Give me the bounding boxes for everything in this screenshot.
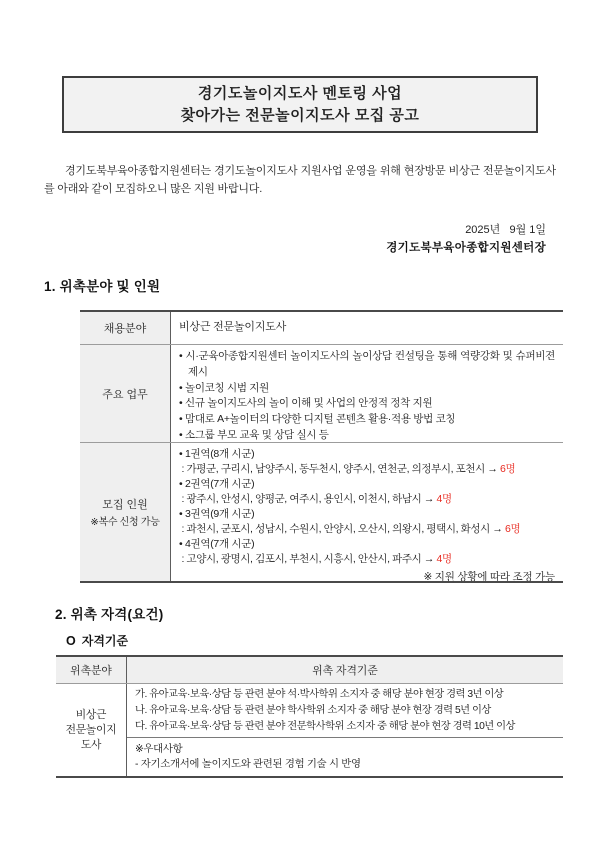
header-cell-criteria: 위촉 자격기준 bbox=[127, 657, 563, 683]
region-group-list bbox=[179, 552, 555, 567]
field-cell bbox=[56, 684, 127, 776]
headcount-label: 모집 인원 bbox=[102, 499, 148, 511]
date-line: 2025년 9월 1일 bbox=[465, 224, 546, 236]
value-cell-main-duties bbox=[171, 345, 563, 442]
region-count: 6명 bbox=[505, 523, 521, 535]
duty-item: • 시·군육아종합지원센터 놀이지도사의 놀이상담 컨설팅을 통해 역량강화 및 슈퍼비젼 제시 bbox=[179, 350, 555, 378]
preference-title: ※우대사항 bbox=[135, 744, 183, 755]
field-line: 전문놀이지 bbox=[65, 723, 117, 736]
region-cities: : 고양시, 광명시, 김포시, 부천시, 시흥시, 안산시, 파주시 → bbox=[179, 553, 437, 565]
qualification-table-body bbox=[56, 684, 563, 776]
criteria-block bbox=[127, 684, 563, 738]
multiple-application-note: ※복수 신청 가능 bbox=[90, 517, 160, 528]
value-cell-recruit-field bbox=[171, 312, 563, 344]
table-row-recruit-field bbox=[80, 312, 563, 345]
criteria-column bbox=[127, 684, 563, 776]
qualification-table bbox=[56, 655, 563, 778]
preference-block bbox=[127, 738, 563, 776]
region-group-list bbox=[179, 522, 555, 537]
section-1-heading: 1. 위촉분야 및 인원 bbox=[44, 279, 161, 294]
issuer-signature: 경기도북부육아종합지원센터장 bbox=[386, 242, 546, 254]
region-cities: : 광주시, 안성시, 양평군, 여주시, 용인시, 이천시, 하남시 → bbox=[179, 493, 437, 505]
table-row-main-duties bbox=[80, 345, 563, 443]
region-group-head: • 3권역(9개 시군) bbox=[179, 508, 255, 520]
region-count: 4명 bbox=[436, 553, 452, 565]
intro-paragraph: 경기도북부육아종합지원센터는 경기도놀이지도사 지원사업 운영을 위해 현장방문 비상근 전문놀이지도사를 아래와 같이 모집하오니 많은 지원 바랍니다. bbox=[44, 165, 556, 195]
region-count: 6명 bbox=[500, 463, 516, 475]
qualification-sub-heading bbox=[66, 632, 128, 649]
label-cell-recruit-field: 채용분야 bbox=[80, 312, 171, 344]
region-group-head: • 2권역(7개 시군) bbox=[179, 478, 255, 490]
region-count: 4명 bbox=[436, 493, 452, 505]
region-group-list bbox=[179, 462, 555, 477]
region-cities: : 과천시, 군포시, 성남시, 수원시, 안양시, 오산시, 의왕시, 평택시, 화성시 → bbox=[179, 523, 506, 535]
title-box bbox=[62, 76, 538, 133]
region-group-head: • 4권역(7개 시군) bbox=[179, 538, 255, 550]
duty-item: • 맘대로 A+놀이터의 다양한 디지털 콘텐츠 활용·적용 방법 코칭 bbox=[179, 413, 456, 426]
label-cell-recruit-headcount bbox=[80, 443, 171, 581]
value-cell-recruit-headcount bbox=[171, 443, 563, 581]
duty-item: • 신규 놀이지도사의 놀이 이해 및 사업의 안정적 정착 지원 bbox=[179, 397, 433, 410]
recruit-field-value: 비상근 전문놀이지도사 bbox=[179, 321, 287, 333]
preference-item: - 자기소개서에 놀이지도와 관련된 경험 기술 시 반영 bbox=[135, 759, 361, 770]
field-line: 도사 bbox=[80, 738, 102, 751]
adjustment-note: ※ 지원 상황에 따라 조정 가능 bbox=[423, 571, 555, 581]
circle-bullet-icon: O bbox=[66, 634, 76, 648]
criteria-line: 나. 유아교육·보육·상담 등 관련 분야 학사학위 소지자 중 해당 분야 현장 경력 5년 이상 bbox=[135, 705, 491, 716]
field-line: 비상근 bbox=[75, 708, 107, 721]
sub-heading-label: 자격기준 bbox=[81, 634, 129, 648]
table-row-recruit-headcount bbox=[80, 443, 563, 581]
document-title-line-2: 찾아가는 전문놀이지도사 모집 공고 bbox=[180, 107, 420, 124]
label-cell-main-duties: 주요 업무 bbox=[80, 345, 171, 442]
duty-item: • 소그룹 부모 교육 및 상담 실시 등 bbox=[179, 428, 329, 441]
qualification-table-header bbox=[56, 657, 563, 684]
section-2-heading: 2. 위촉 자격(요건) bbox=[55, 607, 164, 622]
recruitment-info-table bbox=[80, 310, 563, 583]
header-cell-field: 위촉분야 bbox=[56, 657, 127, 683]
duty-item: • 놀이코칭 시범 지원 bbox=[179, 381, 269, 394]
criteria-line: 다. 유아교육·보육·상담 등 관련 분야 전문학사학위 소지자 중 해당 분야 현장 경력 10년 이상 bbox=[135, 721, 515, 732]
region-group-head: • 1권역(8개 시군) bbox=[179, 448, 255, 460]
region-cities: : 가평군, 구리시, 남양주시, 동두천시, 양주시, 연천군, 의정부시, 포천시 → bbox=[179, 463, 500, 475]
criteria-line: 가. 유아교육·보육·상담 등 관련 분야 석·박사학위 소지자 중 해당 분야 현장 경력 3년 이상 bbox=[135, 689, 504, 700]
region-group-list bbox=[179, 492, 555, 507]
document-title-line-1: 경기도놀이지도사 멘토링 사업 bbox=[197, 85, 403, 102]
